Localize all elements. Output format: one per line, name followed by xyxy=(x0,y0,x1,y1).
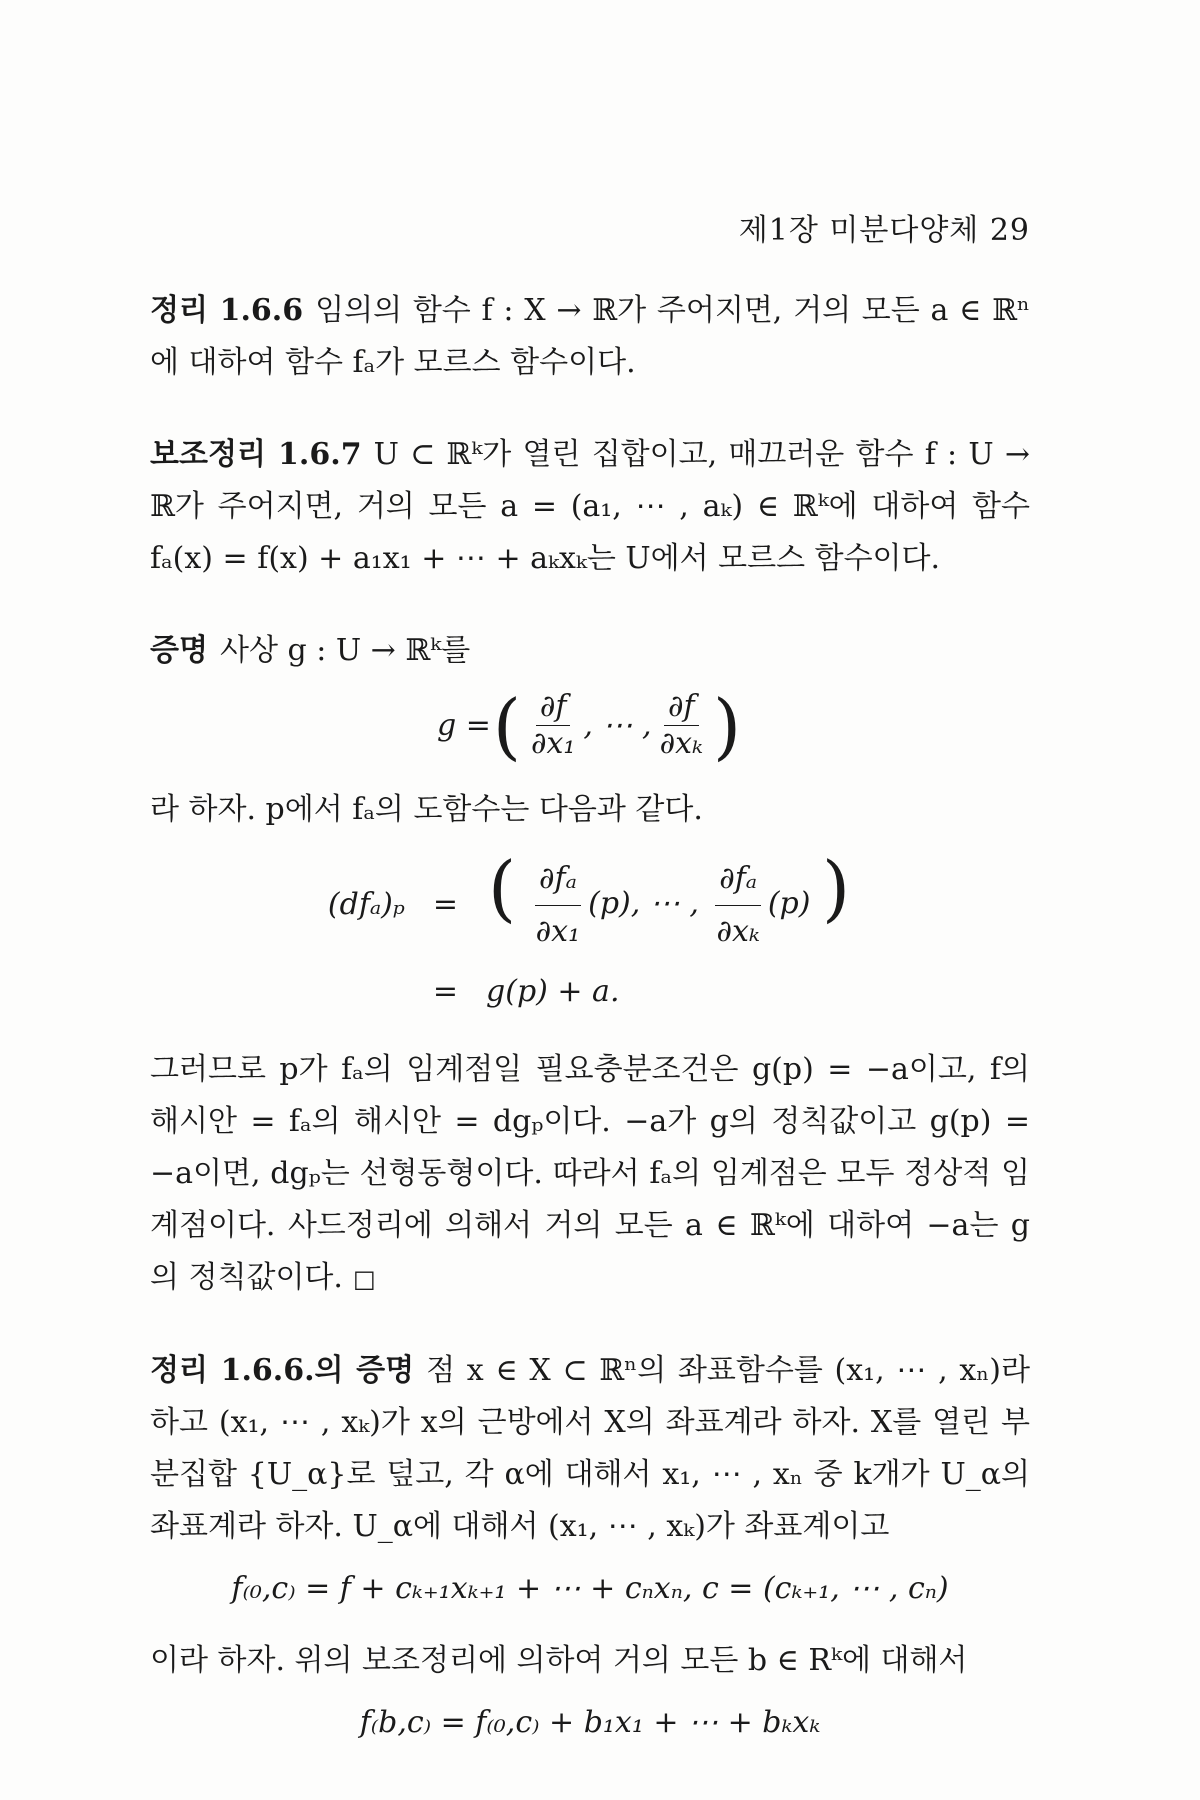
proof-conclusion: 그러므로 p가 fₐ의 임계점일 필요충분조건은 g(p) = −a이고, f의 해시안 = fₐ의 해시안 = dgₚ이다. −a가 g의 정칙값이고 g(p) = −a이면, dgₚ는 선형동형이다. 따라서 fₐ의 임계점은 모두 정상적 임계점이다. 사드정리에 의해서 거의 모든 a ∈ ℝᵏ에 대하여 −a는 g의 정칙값이다. □ xyxy=(150,1051,1030,1295)
proof-theorem-text: 점 x ∈ X ⊂ ℝⁿ의 좌표함수를 (x₁, ⋯ , xₙ)라 하고 (x₁, ⋯ , xₖ)가 x의 근방에서 X의 좌표계라 하자. X를 열린 부분집합 {U_α}로 덮고, 각 α에 대해서 x₁, ⋯ , xₙ 중 k개가 U_α의 좌표계라 하자. U_α에 대해서 (x₁, ⋯ , xₖ)가 좌표계이고 xyxy=(150,1352,1030,1544)
equation-fbc: f₍b,c₎ = f₍₀,c₎ + b₁x₁ + ⋯ + bₖxₖ xyxy=(359,1704,821,1740)
fraction: $\frac{\partial f}{\text{∂x₁}}$ xyxy=(530,689,576,761)
lemma-text: U ⊂ ℝᵏ가 열린 집합이고, 매끄러운 함수 f : U → ℝ가 주어지면, 거의 모든 a = (a₁, ⋯ , aₖ) ∈ ℝᵏ에 대하여 함수 fₐ(x) = f(x) + a₁x₁ + ⋯ + aₖxₖ는 U에서 모르스 함수이다. xyxy=(150,437,1030,576)
equation-g: g = ( $\frac{\partial f}{\text{∂x₁}}$ , ⋯ , $\frac{\partial f}{\text{∂xₖ}}$ ) xyxy=(436,683,742,768)
equation-dfa: (dfₐ)ₚ = ( $\frac{\text{∂fₐ}}{\text{∂x₁}}$ (p), ⋯ , $\frac{\text{∂fₐ}}{\text{∂xₖ}}$ (p) ) = g(p) + a. xyxy=(327,846,851,1009)
fraction: $\frac{\text{∂fₐ}}{\text{∂x₁}}$ xyxy=(532,853,584,958)
lemma-1-6-7 xyxy=(150,429,1030,585)
theorem-label: 정리 1.6.6 xyxy=(150,293,304,328)
proof-lemma xyxy=(150,625,1030,1305)
lemma-label: 보조정리 1.6.7 xyxy=(150,437,362,472)
qed-symbol: □ xyxy=(352,1264,376,1293)
proof-theorem-line: 이라 하자. 위의 보조정리에 의하여 거의 모든 b ∈ Rᵏ에 대해서 xyxy=(150,1642,968,1678)
fraction: $\frac{\partial f}{\text{∂xₖ}}$ xyxy=(659,689,703,761)
proof-label: 증명 xyxy=(150,633,208,668)
proof-theorem-label: 정리 1.6.6.의 증명 xyxy=(150,1352,415,1388)
equation-f0c: f₍₀,c₎ = f + cₖ₊₁xₖ₊₁ + ⋯ + cₙxₙ, c = (cₖ₊₁, ⋯ , cₙ) xyxy=(231,1570,949,1606)
proof-line-derivative: 라 하자. p에서 fₐ의 도함수는 다음과 같다. xyxy=(150,792,703,827)
running-head: 제1장 미분다양체 29 xyxy=(738,213,1030,248)
fraction: $\frac{\text{∂fₐ}}{\text{∂xₖ}}$ xyxy=(712,853,763,958)
equation-g-lhs: g = xyxy=(436,707,491,743)
proof-theorem-1-6-6 xyxy=(150,1345,1030,1749)
theorem-1-6-6 xyxy=(150,285,1030,389)
page-body xyxy=(150,285,1030,1789)
proof-intro: 사상 g : U → ℝᵏ를 xyxy=(219,633,471,668)
theorem-text: 임의의 함수 f : X → ℝ가 주어지면, 거의 모든 a ∈ ℝⁿ에 대하여 함수 fₐ가 모르스 함수이다. xyxy=(150,293,1030,380)
